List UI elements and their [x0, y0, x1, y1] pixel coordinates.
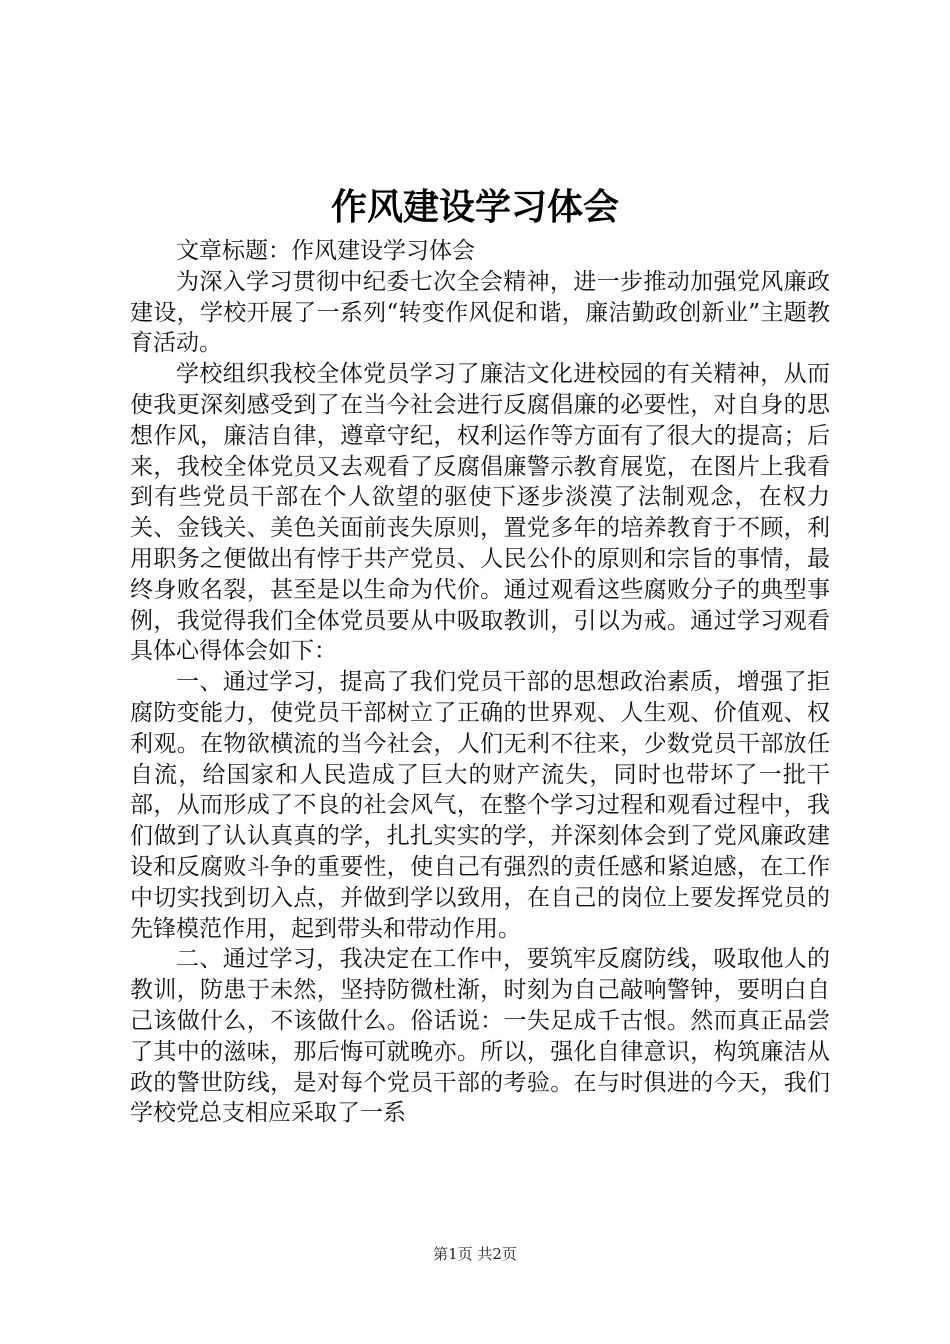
document-body: [130, 236, 830, 1129]
paragraph-study: 学校组织我校全体党员学习了廉洁文化进校园的有关精神，从而使我更深刻感受到了在当今社会进行反腐倡廉的必要性，对自身的思想作风，廉洁自律，遵章守纪，权利运作等方面有了很大的提高；后来，我校全体党员又去观看了反腐倡廉警示教育展览，在图片上我看到有些党员干部在个人欲望的驱使下逐步淡漠了法制观念，在权力关、金钱关、美色关面前丧失原则，置党多年的培养教育于不顾，利用职务之便做出有悖于共产党员、人民公仆的原则和宗旨的事情，最终身败名裂，甚至是以生命为代价。通过观看这些腐败分子的典型事例，我觉得我们全体党员要从中吸取教训，引以为戒。通过学习观看具体心得体会如下：: [130, 361, 830, 665]
paragraph-intro: 为深入学习贯彻中纪委七次全会精神，进一步推动加强党风廉政建设，学校开展了一系列“转变作风促和谐，廉洁勤政创新业”主题教育活动。: [130, 268, 830, 357]
document-title: 作风建设学习体会: [330, 186, 619, 228]
page-number-footer: 第1页 共2页: [433, 1245, 517, 1263]
paragraph-point-two: 二、通过学习，我决定在工作中，要筑牢反腐防线，吸取他人的教训，防患于未然，坚持防微杜渐，时刻为自己敲响警钟，要明白自己该做什么，不该做什么。俗话说：一失足成千古恨。然而真正品尝了其中的滋味，那后悔可就晚亦。所以，强化自律意识，构筑廉洁从政的警世防线，是对每个党员干部的考验。在与时俱进的今天，我们学校党总支相应采取了一系: [130, 946, 830, 1127]
paragraph-point-one: 一、通过学习，提高了我们党员干部的思想政治素质，增强了拒腐防变能力，使党员干部树立了正确的世界观、人生观、价值观、权利观。在物欲横流的当今社会，人们无利不往来，少数党员干部放任自流，给国家和人民造成了巨大的财产流失，同时也带坏了一批干部，从而形成了不良的社会风气，在整个学习过程和观看过程中，我们做到了认认真真的学，扎扎实实的学，并深刻体会到了党风廉政建设和反腐败斗争的重要性，使自己有强烈的责任感和紧迫感，在工作中切实找到切入点，并做到学以致用，在自己的岗位上要发挥党员的先锋模范作用，起到带头和带动作用。: [130, 669, 830, 942]
article-title-line: 文章标题：作风建设学习体会: [176, 238, 475, 264]
